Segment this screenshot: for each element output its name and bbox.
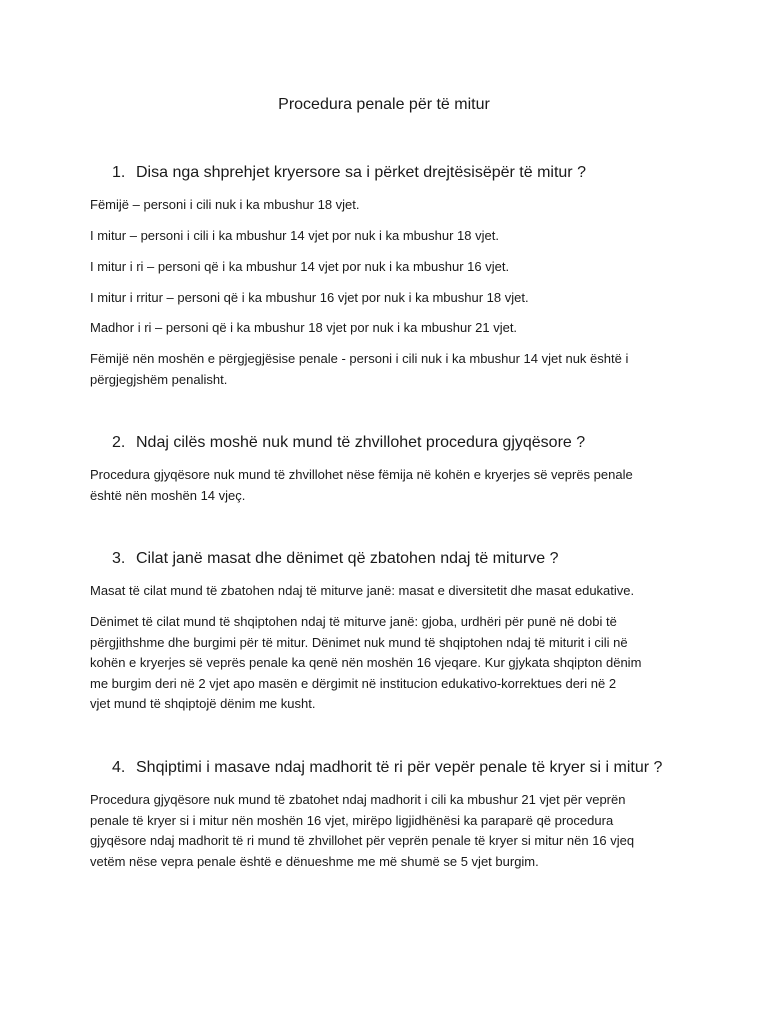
section-3 <box>90 548 690 570</box>
question-text: Cilat janë masat dhe dënimet që zbatohen ndaj të miturve ? <box>136 550 559 567</box>
definition-femije: Fëmijë – personi i cili nuk i ka mbushur 18 vjet. <box>90 197 360 212</box>
definition-i-mitur-i-ri: I mitur i ri – personi që i ka mbushur 14 vjet por nuk i ka mbushur 16 vjet. <box>90 259 510 274</box>
section-1-body-4 <box>90 288 690 309</box>
section-4 <box>90 757 690 779</box>
question-text: Disa nga shprehjet kryersore sa i përket drejtësisëpër të mitur ? <box>136 164 586 181</box>
paragraph-line: gjyqësore ndaj madhorit të ri mund të zhvillohet për veprën penale të kryer si mitur nën 16 vjeq <box>90 833 635 848</box>
section-4-body <box>90 790 690 872</box>
paragraph-line: është nën moshën 14 vjeç. <box>90 487 246 503</box>
section-1 <box>90 162 690 184</box>
paragraph-line: Procedura gjyqësore nuk mund të zhvillohet nëse fëmija në kohën e kryerjes së veprës penale <box>90 467 633 482</box>
document-title: Procedura penale për të mitur <box>278 96 490 113</box>
section-1-body-5 <box>90 318 690 339</box>
section-1-body-2 <box>90 226 690 247</box>
paragraph-line: kohën e kryerjes së veprës penale ka qenë nën moshën 16 vjeqare. Kur gjykata shqipton dënim <box>90 655 642 670</box>
paragraph-line: Dënimet të cilat mund të shqiptohen ndaj të miturve janë: gjoba, urdhëri për punë në dobi të <box>90 614 617 629</box>
question-number: 2. <box>112 434 126 451</box>
paragraph-line: me burgim deri në 2 vjet apo masën e dërgimit në institucion edukativo-korrektues deri në 2 <box>90 675 617 691</box>
paragraph-line: Fëmijë nën moshën e përgjegjësise penale - personi i cili nuk i ka mbushur 14 vjet nuk është i <box>90 351 629 366</box>
paragraph-line: Procedura gjyqësore nuk mund të zbatohet ndaj madhorit i cili ka mbushur 21 vjet për veprën <box>90 792 626 807</box>
question-number: 3. <box>112 550 126 567</box>
section-1-body <box>90 195 690 216</box>
paragraph-line: penale të kryer si i mitur nën moshën 16 vjet, mirëpo ligjidhënësi ka paraparë që procedura <box>90 812 614 828</box>
question-1 <box>90 162 690 184</box>
section-2-body <box>90 465 690 506</box>
section-1-body-6 <box>90 349 690 390</box>
definition-i-mitur-i-rritur: I mitur i rritur – personi që i ka mbushur 16 vjet por nuk i ka mbushur 18 vjet. <box>90 290 529 305</box>
question-3 <box>90 548 690 570</box>
paragraph-masat: Masat të cilat mund të zbatohen ndaj të miturve janë: masat e diversitetit dhe masat edukative. <box>90 583 635 598</box>
question-number: 4. <box>112 759 126 776</box>
section-1-body-3 <box>90 257 690 278</box>
paragraph-line: përgjithshme dhe burgimi për të mitur. Dënimet nuk mund të shqiptohen ndaj të miturit i cili në <box>90 634 628 650</box>
section-2 <box>90 432 690 454</box>
paragraph-line: vjet mund të shqiptojë dënim me kusht. <box>90 696 316 711</box>
section-3-body-2 <box>90 612 690 715</box>
section-3-body <box>90 581 690 602</box>
question-4 <box>90 757 690 779</box>
question-number: 1. <box>112 164 126 181</box>
question-text: Shqiptimi i masave ndaj madhorit të ri për vepër penale të kryer si i mitur ? <box>136 759 663 776</box>
definition-madhor-i-ri: Madhor i ri – personi që i ka mbushur 18 vjet por nuk i ka mbushur 21 vjet. <box>90 320 518 335</box>
definition-i-mitur: I mitur – personi i cili i ka mbushur 14 vjet por nuk i ka mbushur 18 vjet. <box>90 228 499 243</box>
question-text: Ndaj cilës moshë nuk mund të zhvillohet procedura gjyqësore ? <box>136 434 586 451</box>
question-2 <box>90 432 690 454</box>
paragraph-line: përgjegjshëm penalisht. <box>90 371 228 387</box>
paragraph-line: vetëm nëse vepra penale është e dënueshme me më shumë se 5 vjet burgim. <box>90 853 539 869</box>
